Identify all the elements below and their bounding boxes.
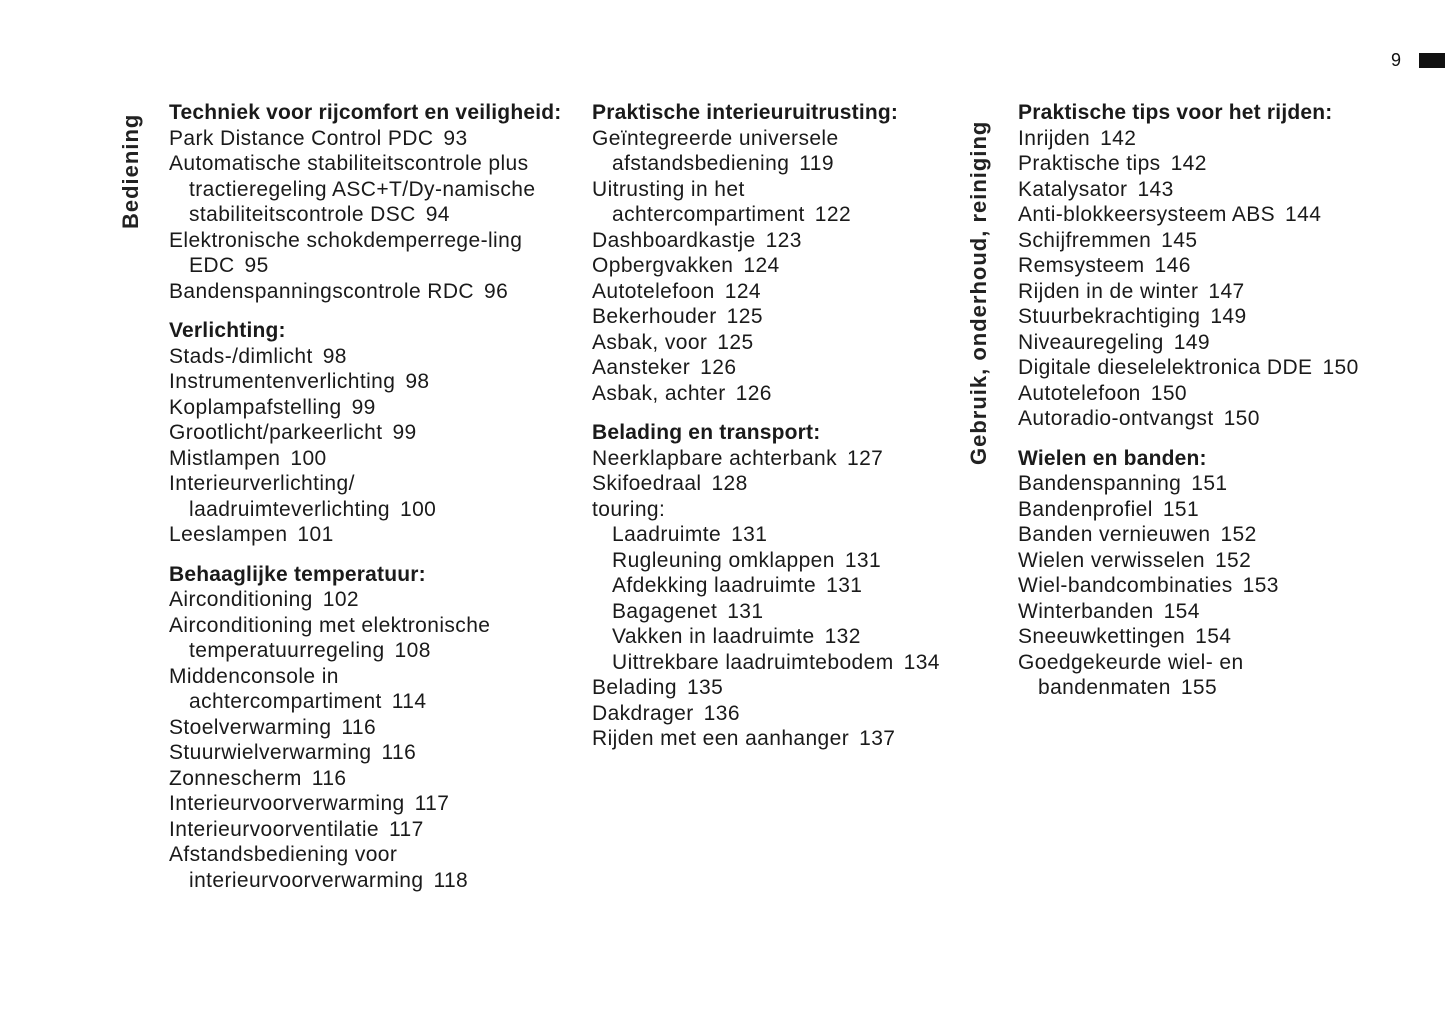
- toc-section: [592, 420, 942, 752]
- toc-entry[interactable]: [1018, 599, 1418, 625]
- entry-title: Bandenspanning: [1018, 472, 1182, 495]
- entry-page-number: 142: [1170, 152, 1207, 175]
- entry-title: Aansteker: [592, 356, 691, 379]
- entry-page-number: 116: [311, 766, 347, 790]
- entry-page-number: 126: [735, 381, 772, 405]
- entry-title: Afdekking laadruimte: [612, 574, 817, 597]
- toc-entry[interactable]: [1018, 279, 1418, 305]
- entry-page-number: 94: [425, 203, 450, 226]
- entry-page-number: 136: [703, 701, 740, 725]
- entry-title: Rijden in de winter: [1018, 279, 1199, 303]
- entry-title: Zonnescherm: [169, 766, 302, 790]
- toc-entry[interactable]: [169, 664, 569, 715]
- entry-page-number: 98: [405, 370, 430, 393]
- entry-page-number: 131: [731, 523, 768, 546]
- entry-page-number: 96: [484, 279, 509, 303]
- entry-page-number: 154: [1195, 625, 1232, 648]
- entry-title: Winterbanden: [1018, 599, 1154, 623]
- entry-page-number: 123: [765, 228, 802, 252]
- toc-entry[interactable]: [592, 228, 942, 254]
- toc-entry[interactable]: [1018, 406, 1418, 432]
- toc-entry[interactable]: [592, 497, 942, 523]
- toc-entry[interactable]: [1018, 497, 1418, 523]
- toc-entry[interactable]: [1018, 177, 1418, 203]
- entry-page-number: 150: [1223, 407, 1260, 430]
- entry-title: Geïntegreerde universele afstandsbediening: [592, 126, 839, 175]
- entry-title: Instrumentenverlichting: [169, 370, 396, 393]
- section-heading: Praktische tips voor het rijden:: [1018, 101, 1333, 124]
- side-label-bediening: Bediening: [118, 113, 143, 229]
- toc-entry[interactable]: [592, 126, 942, 177]
- toc-entry[interactable]: [592, 726, 942, 752]
- toc-entry[interactable]: [169, 369, 569, 395]
- entry-title: Leeslampen: [169, 523, 288, 546]
- entry-title: Automatische stabiliteitscontrole plus tractieregeling ASC+T/Dy-namische stabiliteitscontrole DSC: [169, 152, 536, 226]
- entry-title: Niveauregeling: [1018, 330, 1164, 354]
- toc-entry[interactable]: [1018, 624, 1418, 650]
- entry-title: Autotelefoon: [1018, 381, 1141, 405]
- entry-title: Afstandsbediening voor interieurvoorverwarming: [169, 843, 424, 892]
- entry-page-number: 119: [799, 152, 834, 175]
- toc-entry[interactable]: [592, 471, 942, 497]
- toc-entry[interactable]: [169, 766, 569, 792]
- entry-title: Belading: [592, 676, 677, 699]
- entry-title: Wielen verwisselen: [1018, 548, 1205, 572]
- entry-title: Middenconsole in achtercompartiment: [169, 664, 382, 713]
- entry-title: Remsysteem: [1018, 254, 1145, 277]
- entry-page-number: 125: [726, 305, 763, 328]
- entry-title: Goedgekeurde wiel- en bandenmaten: [1018, 650, 1244, 699]
- toc-entry[interactable]: [169, 151, 569, 228]
- entry-title: Koplampafstelling: [169, 395, 342, 419]
- entry-title: Stoelverwarming: [169, 715, 332, 739]
- entry-page-number: 144: [1285, 203, 1322, 226]
- entry-title: Uitrusting in het achtercompartiment: [592, 177, 805, 226]
- entry-page-number: 135: [686, 676, 724, 699]
- toc-entry[interactable]: [1018, 471, 1418, 497]
- entry-title: Anti-blokkeersysteem ABS: [1018, 203, 1276, 226]
- entry-title: Katalysator: [1018, 177, 1128, 201]
- entry-page-number: 128: [711, 472, 748, 495]
- section-heading: Wielen en banden:: [1018, 446, 1207, 470]
- side-label-gebruik: Gebruik, onderhoud, reiniging: [966, 120, 991, 465]
- toc-entry[interactable]: [169, 613, 569, 664]
- toc-entry[interactable]: [1018, 548, 1418, 574]
- toc-entry[interactable]: [169, 395, 569, 421]
- toc-entry[interactable]: [592, 522, 942, 548]
- entry-page-number: 124: [724, 279, 761, 303]
- toc-entry[interactable]: [169, 228, 569, 279]
- toc-entry[interactable]: [592, 304, 942, 330]
- toc-entry[interactable]: [169, 791, 569, 817]
- toc-entry[interactable]: [169, 344, 569, 370]
- entry-title: Skifoedraal: [592, 472, 702, 495]
- entry-title: touring:: [592, 497, 666, 521]
- entry-title: Airconditioning: [169, 588, 313, 611]
- entry-title: Bandenspanningscontrole RDC: [169, 279, 474, 303]
- toc-section: [169, 318, 569, 548]
- entry-title: Neerklapbare achterbank: [592, 446, 838, 470]
- toc-entry[interactable]: [592, 548, 942, 574]
- entry-title: Asbak, voor: [592, 330, 708, 354]
- entry-title: Bekerhouder: [592, 305, 717, 328]
- entry-page-number: 102: [322, 588, 360, 611]
- entry-page-number: 153: [1242, 574, 1279, 597]
- toc-entry[interactable]: [1018, 151, 1418, 177]
- entry-title: Rugleuning omklappen: [612, 548, 835, 572]
- section-heading: Behaaglijke temperatuur:: [169, 562, 426, 586]
- toc-entry[interactable]: [169, 471, 569, 522]
- toc-entry[interactable]: [1018, 330, 1418, 356]
- toc-entry[interactable]: [1018, 202, 1418, 228]
- toc-entry[interactable]: [1018, 381, 1418, 407]
- entry-page-number: 108: [394, 639, 431, 662]
- entry-page-number: 152: [1214, 548, 1252, 572]
- toc-section: [1018, 100, 1418, 432]
- toc-entry[interactable]: [1018, 228, 1418, 254]
- toc-entry[interactable]: [1018, 522, 1418, 548]
- entry-title: Stuurwielverwarming: [169, 741, 372, 764]
- entry-title: Airconditioning met elektronische temperatuurregeling: [169, 613, 491, 662]
- section-heading: Belading en transport:: [592, 421, 821, 444]
- toc-entry[interactable]: [592, 279, 942, 305]
- entry-page-number: 116: [381, 741, 417, 764]
- entry-title: Schijfremmen: [1018, 228, 1152, 252]
- entry-page-number: 132: [824, 625, 861, 648]
- entry-title: Mistlampen: [169, 446, 281, 470]
- entry-title: Autoradio-ontvangst: [1018, 407, 1214, 430]
- toc-entry[interactable]: [169, 740, 569, 766]
- toc-entry[interactable]: [169, 715, 569, 741]
- entry-page-number: 95: [244, 254, 269, 277]
- toc-entry[interactable]: [1018, 650, 1418, 701]
- entry-page-number: 147: [1208, 279, 1245, 303]
- toc-column-1: [169, 100, 569, 907]
- entry-page-number: 98: [322, 344, 347, 368]
- entry-page-number: 131: [727, 599, 764, 623]
- toc-entry[interactable]: [169, 446, 569, 472]
- section-heading: Techniek voor rijcomfort en veiligheid:: [169, 101, 562, 124]
- toc-entry[interactable]: [169, 420, 569, 446]
- toc-entry[interactable]: [592, 177, 942, 228]
- entry-title: Park Distance Control PDC: [169, 126, 434, 150]
- entry-title: Sneeuwkettingen: [1018, 625, 1186, 648]
- toc-entry[interactable]: [592, 381, 942, 407]
- entry-page-number: 149: [1210, 305, 1247, 328]
- toc-column-2: [592, 100, 942, 766]
- entry-page-number: 150: [1150, 381, 1187, 405]
- toc-entry[interactable]: [592, 599, 942, 625]
- entry-page-number: 99: [392, 421, 417, 444]
- entry-page-number: 93: [443, 126, 468, 150]
- entry-title: Interieurvoorverwarming: [169, 792, 405, 815]
- toc-entry[interactable]: [1018, 573, 1418, 599]
- entry-title: Wiel-bandcombinaties: [1018, 574, 1233, 597]
- entry-title: Opbergvakken: [592, 254, 734, 277]
- entry-title: Interieurverlichting/ laadruimteverlichting: [169, 472, 390, 521]
- entry-page-number: 125: [717, 330, 754, 354]
- entry-page-number: 101: [297, 523, 334, 546]
- section-heading: Praktische interieuruitrusting:: [592, 101, 899, 124]
- toc-entry[interactable]: [592, 675, 942, 701]
- toc-column-3: [1018, 100, 1418, 715]
- toc-entry[interactable]: [169, 126, 569, 152]
- entry-title: Laadruimte: [612, 523, 722, 546]
- toc-entry[interactable]: [592, 650, 942, 676]
- entry-title: Dakdrager: [592, 701, 694, 725]
- toc-entry[interactable]: [592, 701, 942, 727]
- entry-title: Digitale dieselelektronica DDE: [1018, 356, 1313, 379]
- entry-page-number: 134: [903, 650, 940, 674]
- entry-title: Banden vernieuwen: [1018, 523, 1211, 546]
- entry-page-number: 117: [388, 817, 424, 841]
- page-number: 9: [1391, 50, 1402, 70]
- entry-page-number: 99: [351, 395, 376, 419]
- toc-section: [169, 100, 569, 304]
- entry-page-number: 149: [1173, 330, 1210, 354]
- toc-entry[interactable]: [592, 624, 942, 650]
- entry-page-number: 117: [414, 792, 450, 815]
- toc-entry[interactable]: [592, 355, 942, 381]
- entry-page-number: 126: [700, 356, 737, 379]
- entry-page-number: 127: [847, 446, 884, 470]
- toc-entry[interactable]: [1018, 126, 1418, 152]
- toc-entry[interactable]: [169, 817, 569, 843]
- toc-entry[interactable]: [1018, 355, 1418, 381]
- entry-title: Rijden met een aanhanger: [592, 727, 850, 750]
- entry-title: Interieurvoorventilatie: [169, 817, 379, 841]
- entry-page-number: 145: [1161, 228, 1198, 252]
- toc-entry[interactable]: [169, 587, 569, 613]
- entry-page-number: 142: [1100, 126, 1137, 150]
- toc-entry[interactable]: [169, 279, 569, 305]
- entry-page-number: 131: [826, 574, 863, 597]
- entry-page-number: 146: [1154, 254, 1191, 277]
- entry-page-number: 155: [1180, 676, 1218, 699]
- entry-page-number: 122: [814, 203, 852, 226]
- entry-title: Asbak, achter: [592, 381, 726, 405]
- entry-title: Stuurbekrachtiging: [1018, 305, 1201, 328]
- entry-title: Bagagenet: [612, 599, 718, 623]
- entry-page-number: 114: [391, 690, 427, 713]
- entry-page-number: 131: [844, 548, 882, 572]
- entry-page-number: 137: [859, 727, 896, 750]
- entry-page-number: 143: [1137, 177, 1174, 201]
- entry-title: Bandenprofiel: [1018, 497, 1153, 521]
- entry-page-number: 151: [1191, 472, 1228, 495]
- entry-page-number: 150: [1322, 356, 1359, 379]
- entry-page-number: 100: [290, 446, 327, 470]
- page-thumb-mark: [1419, 53, 1445, 68]
- entry-page-number: 124: [743, 254, 780, 277]
- entry-page-number: 152: [1220, 523, 1257, 546]
- entry-page-number: 100: [400, 497, 437, 521]
- entry-title: Praktische tips: [1018, 152, 1161, 175]
- entry-title: Stads-/dimlicht: [169, 344, 313, 368]
- entry-page-number: 116: [341, 715, 377, 739]
- entry-title: Grootlicht/parkeerlicht: [169, 421, 383, 444]
- entry-page-number: 154: [1163, 599, 1200, 623]
- toc-entry[interactable]: [592, 253, 942, 279]
- entry-title: Uittrekbare laadruimtebodem: [612, 650, 894, 674]
- toc-entry[interactable]: [169, 842, 569, 893]
- toc-entry[interactable]: [169, 522, 569, 548]
- entry-title: Elektronische schokdemperrege-ling EDC: [169, 228, 523, 277]
- entry-page-number: 118: [433, 868, 469, 892]
- toc-entry[interactable]: [592, 573, 942, 599]
- toc-section: [169, 562, 569, 894]
- toc-entry[interactable]: [1018, 304, 1418, 330]
- toc-entry[interactable]: [592, 330, 942, 356]
- entry-title: Inrijden: [1018, 126, 1091, 150]
- section-heading: Verlichting:: [169, 319, 286, 342]
- toc-section: [1018, 446, 1418, 701]
- entry-title: Autotelefoon: [592, 279, 715, 303]
- toc-section: [592, 100, 942, 406]
- entry-title: Vakken in laadruimte: [612, 625, 815, 648]
- toc-entry[interactable]: [1018, 253, 1418, 279]
- entry-page-number: 151: [1162, 497, 1200, 521]
- entry-title: Dashboardkastje: [592, 228, 756, 252]
- toc-entry[interactable]: [592, 446, 942, 472]
